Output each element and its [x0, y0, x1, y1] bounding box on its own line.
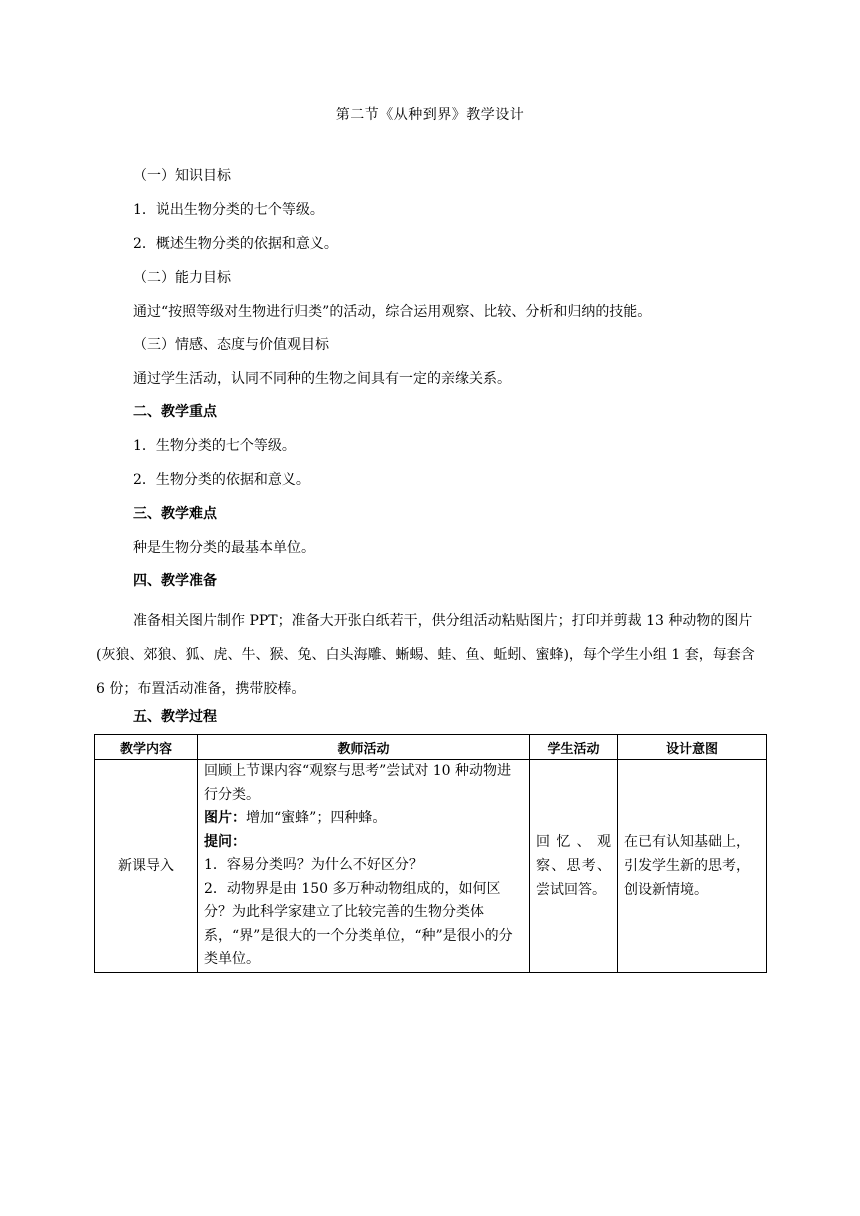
teacher-review-text: 回顾上节课内容“观察与思考”尝试对 10 种动物进行分类。 — [204, 763, 512, 803]
difficulties-text: 种是生物分类的最基本单位。 — [133, 540, 315, 556]
picture-label: 图片： — [204, 810, 246, 826]
column-header-student: 学生活动 — [530, 735, 618, 760]
picture-text: 增加“蜜蜂”；四种蜂。 — [246, 810, 387, 826]
process-heading: 五、教学过程 — [133, 709, 217, 725]
cell-design-intent: 在已有认知基础上，引发学生新的思考，创设新情境。 — [618, 760, 767, 973]
table-header-row — [95, 735, 767, 760]
preparation-heading: 四、教学准备 — [133, 573, 217, 589]
question-item: 1．容易分类吗？为什么不好区分？ — [204, 857, 423, 873]
knowledge-item: 1．说出生物分类的七个等级。 — [133, 202, 324, 218]
emotion-objective-text: 通过学生活动，认同不同种的生物之间具有一定的亲缘关系。 — [133, 371, 511, 387]
emotion-objective-heading: （三）情感、态度与价值观目标 — [133, 337, 329, 353]
ability-objective-text: 通过“按照等级对生物进行归类”的活动，综合运用观察、比较、分析和归纳的技能。 — [133, 304, 652, 320]
question-item: 2．动物界是由 150 多万种动物组成的，如何区分？为此科学家建立了比较完善的生物分类体系，“界”是很大的一个分类单位，“种”是很小的分类单位。 — [204, 880, 513, 967]
column-header-teacher: 教师活动 — [198, 735, 530, 760]
cell-teacher-activity — [198, 760, 530, 973]
question-label: 提问： — [204, 833, 246, 850]
column-header-content: 教学内容 — [95, 735, 198, 760]
ability-objective-heading: （二）能力目标 — [133, 270, 231, 286]
key-points-heading: 二、教学重点 — [133, 404, 217, 420]
cell-content: 新课导入 — [95, 760, 198, 973]
knowledge-objective-heading: （一）知识目标 — [133, 168, 231, 184]
table-row — [95, 760, 767, 973]
cell-student-activity: 回忆、观察、思考、尝试回答。 — [530, 760, 618, 973]
document-title: 第二节《从种到界》教学设计 — [335, 107, 525, 123]
preparation-text: 准备相关图片制作 PPT；准备大开张白纸若干，供分组活动粘贴图片；打印并剪裁 13 种动物的图片(灰狼、郊狼、狐、虎、牛、猴、兔、白头海雕、蜥蜴、蛙、鱼、蚯蚓、蜜蜂)，每个学生小组 1 套，每套含 6 份；布置活动准备，携带胶棒。 — [96, 613, 755, 697]
column-header-intent: 设计意图 — [618, 735, 767, 760]
teaching-process-table — [94, 734, 767, 973]
key-point-item: 2．生物分类的依据和意义。 — [133, 472, 310, 488]
key-point-item: 1．生物分类的七个等级。 — [133, 438, 296, 454]
difficulties-heading: 三、教学难点 — [133, 506, 217, 522]
teacher-picture-line — [204, 807, 523, 831]
knowledge-item: 2．概述生物分类的依据和意义。 — [133, 236, 338, 252]
